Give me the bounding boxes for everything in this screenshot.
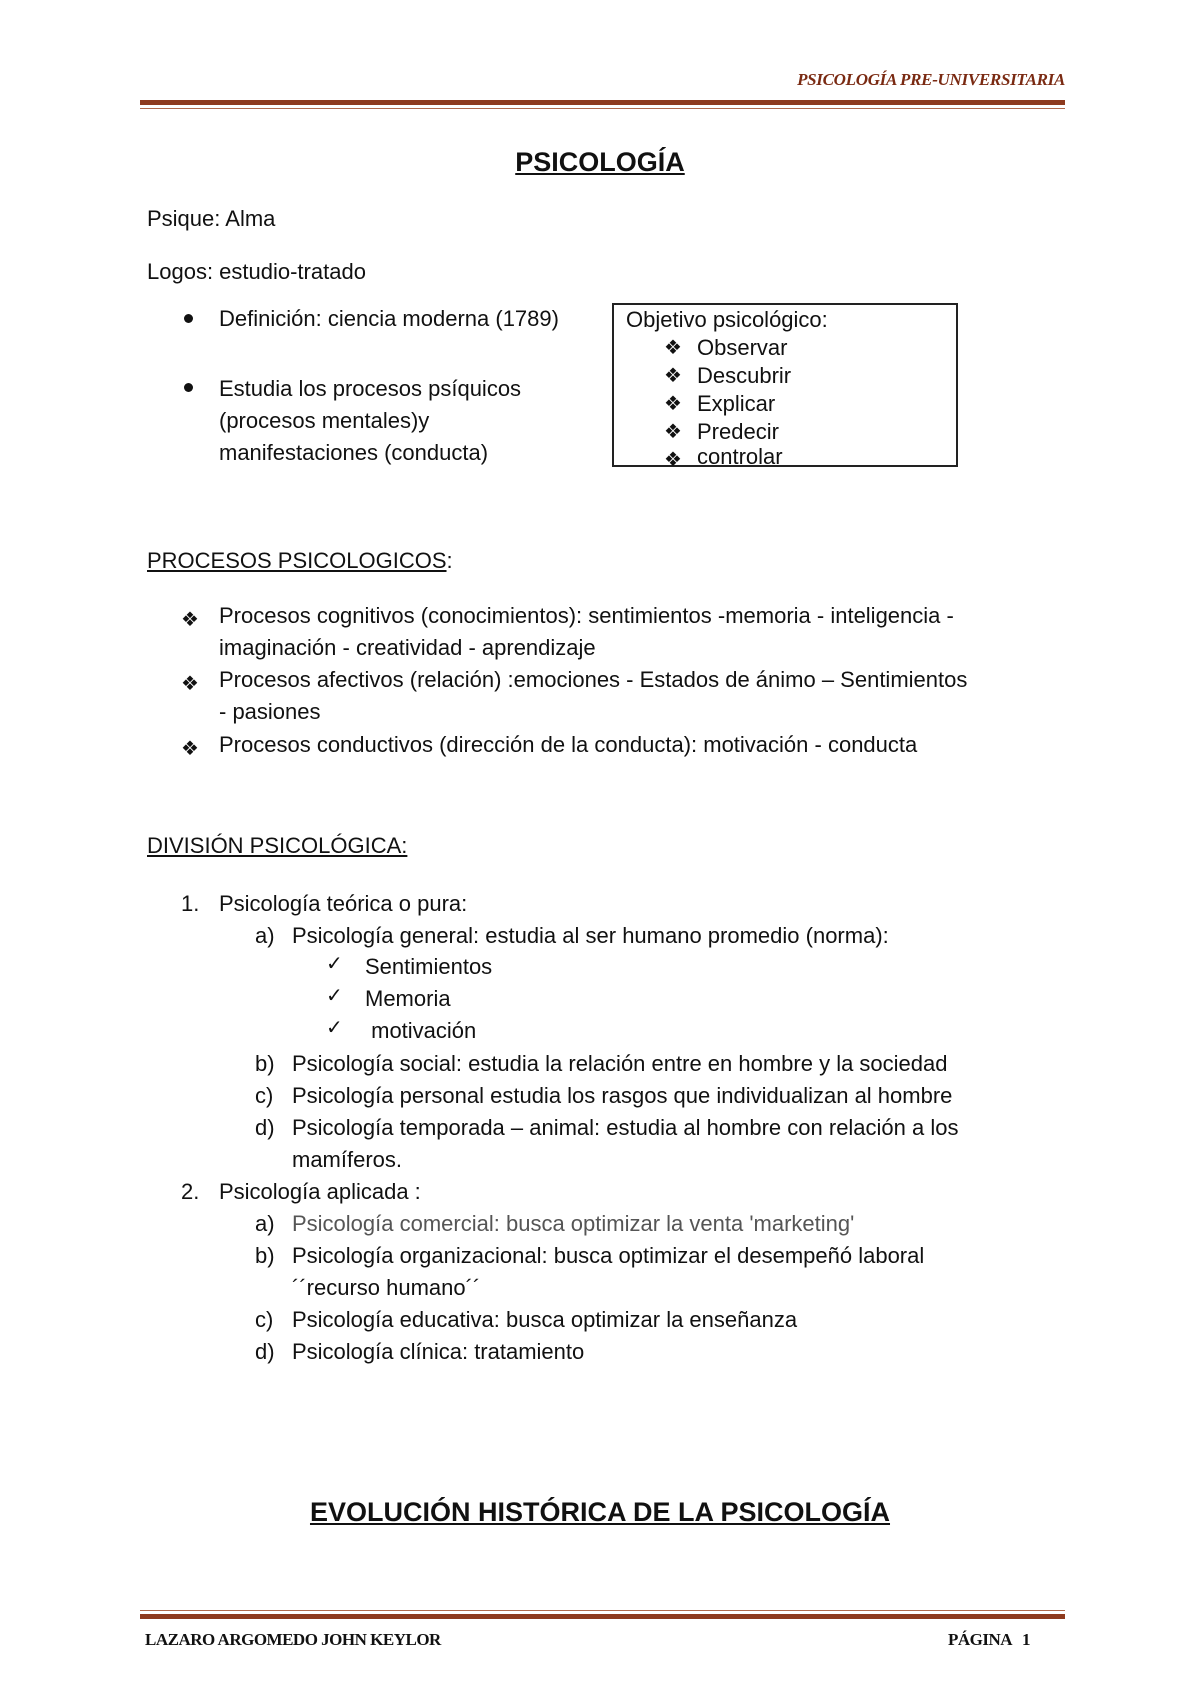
- proceso-conductivo-line: Procesos conductivos (dirección de la conducta): motivación - conducta: [219, 732, 918, 757]
- estudia-line-3: manifestaciones (conducta): [219, 440, 489, 465]
- diamond-bullet-icon: ❖: [664, 449, 682, 471]
- header-rule-thin: [140, 108, 1065, 109]
- evolucion-title: EVOLUCIÓN HISTÓRICA DE LA PSICOLOGÍA: [309, 1497, 891, 1527]
- list-letter: c): [255, 1307, 274, 1332]
- list-num: 2.: [181, 1179, 200, 1204]
- check-icon: ✓: [326, 985, 343, 1007]
- diamond-bullet-icon: ❖: [181, 738, 199, 760]
- footer-page-num: 1: [1022, 1630, 1030, 1649]
- list-letter: b): [255, 1243, 275, 1268]
- logos-line: Logos: estudio-tratado: [147, 259, 366, 284]
- page-title: PSICOLOGÍA: [515, 147, 685, 177]
- proceso-cognitivo-line-2: imaginación - creatividad - aprendizaje: [219, 635, 596, 660]
- objetivo-heading: Objetivo psicológico:: [626, 307, 828, 332]
- psique-line: Psique: Alma: [147, 206, 276, 231]
- footer-rule-thin: [140, 1610, 1065, 1611]
- aplicada-label: Psicología aplicada :: [219, 1179, 421, 1204]
- proceso-afectivo-line-2: - pasiones: [219, 699, 321, 724]
- check-item: Memoria: [365, 986, 451, 1011]
- objetivo-item: Explicar: [697, 391, 776, 416]
- proceso-cognitivo-line-1: Procesos cognitivos (conocimientos): sentimientos -memoria - inteligencia -: [219, 603, 954, 628]
- social-line: Psicología social: estudia la relación entre en hombre y la sociedad: [292, 1051, 948, 1076]
- list-num: 1.: [181, 891, 200, 916]
- header-rule: [140, 100, 1065, 105]
- comercial-line: Psicología comercial: busca optimizar la venta 'marketing': [292, 1211, 855, 1236]
- list-letter: a): [255, 923, 275, 948]
- footer-rule: [140, 1614, 1065, 1619]
- check-item: Sentimientos: [365, 954, 493, 979]
- footer-author: LAZARO ARGOMEDO JOHN KEYLOR: [145, 1630, 441, 1649]
- check-item: motivación: [365, 1018, 477, 1043]
- estudia-line-2: (procesos mentales)y: [219, 408, 430, 433]
- diamond-bullet-icon: ❖: [664, 337, 682, 359]
- diamond-bullet-icon: ❖: [664, 393, 682, 415]
- objetivo-item: Predecir: [697, 419, 779, 444]
- list-letter: a): [255, 1211, 275, 1236]
- proceso-afectivo-line-1: Procesos afectivos (relación) :emociones - Estados de ánimo – Sentimientos: [219, 667, 968, 692]
- bullet-dot: [184, 383, 193, 392]
- division-heading: DIVISIÓN PSICOLÓGICA:: [147, 833, 408, 858]
- bullet-dot: [184, 314, 193, 323]
- objetivo-item: controlar: [697, 444, 783, 469]
- list-letter: d): [255, 1115, 275, 1140]
- diamond-bullet-icon: ❖: [181, 609, 199, 631]
- list-letter: c): [255, 1083, 274, 1108]
- procesos-colon: :: [446, 548, 453, 573]
- teorica-label: Psicología teórica o pura:: [219, 891, 468, 916]
- objetivo-item: Descubrir: [697, 363, 792, 388]
- procesos-heading: PROCESOS PSICOLOGICOS: [147, 548, 447, 573]
- footer-page-label: PÁGINA: [948, 1630, 1013, 1649]
- definicion-line: Definición: ciencia moderna (1789): [219, 306, 559, 331]
- objetivo-box: [612, 303, 958, 471]
- list-letter: d): [255, 1339, 275, 1364]
- clinica-line: Psicología clínica: tratamiento: [292, 1339, 585, 1364]
- objetivo-item: Observar: [697, 335, 788, 360]
- diamond-bullet-icon: ❖: [664, 365, 682, 387]
- diamond-bullet-icon: ❖: [664, 421, 682, 443]
- diamond-bullet-icon: ❖: [181, 673, 199, 695]
- list-letter: b): [255, 1051, 275, 1076]
- educativa-line: Psicología educativa: busca optimizar la enseñanza: [292, 1307, 798, 1332]
- header-title: PSICOLOGÍA PRE-UNIVERSITARIA: [797, 70, 1065, 89]
- estudia-line-1: Estudia los procesos psíquicos: [219, 376, 522, 401]
- general-line: Psicología general: estudia al ser humano promedio (norma):: [292, 923, 889, 948]
- check-icon: ✓: [326, 953, 343, 975]
- personal-line: Psicología personal estudia los rasgos que individualizan al hombre: [292, 1083, 953, 1108]
- temporada-line-1: Psicología temporada – animal: estudia al hombre con relación a los: [292, 1115, 959, 1140]
- organizacional-line-2: ´´recurso humano´´: [292, 1275, 481, 1300]
- check-icon: ✓: [326, 1017, 343, 1039]
- procesos-heading-row: [147, 545, 453, 577]
- temporada-line-2: mamíferos.: [292, 1147, 403, 1172]
- organizacional-line-1: Psicología organizacional: busca optimizar el desempeñó laboral: [292, 1243, 925, 1268]
